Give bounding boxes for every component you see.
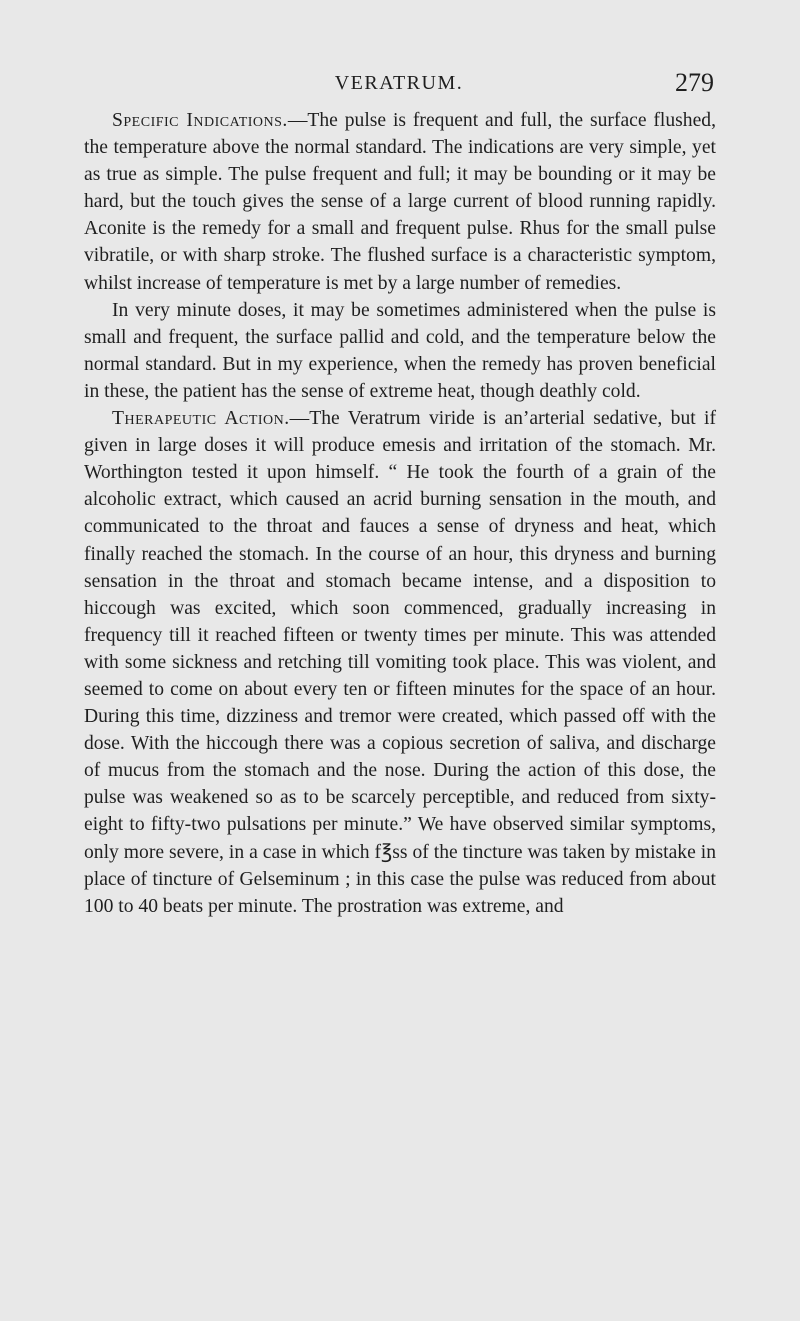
page-number: 279: [675, 68, 714, 97]
paragraph-specific-indications: [84, 107, 716, 297]
paragraph-text: —The pulse is frequent and full, the surface flushed, the temperature above the normal standard. The indications are very simple, yet as true as simple. The pulse frequent and full; it may be bounding or it may be hard, but the touch gives the sense of a large current of blood running rapidly. Aconite is the remedy for a small and frequent pulse. Rhus for the small pulse vibratile, or with sharp stroke. The flushed surface is a characteristic symptom, whilst increase of temperature is met by a large number of remedies.: [84, 110, 716, 294]
body-text: [84, 107, 716, 920]
section-heading: Specific Indications.: [112, 110, 288, 131]
paragraph-text: —The Veratrum viride is an’arterial sedative, but if given in large doses it will produce emesis and irritation of the stomach. Mr. Worthington tested it upon himself. “ He took the fourth of a grain of the alcoholic extract, which caused an acrid burning sensation in the mouth, and communicated to the throat and fauces a sense of dryness and heat, which finally reached the stomach. In the course of an hour, this dryness and burning sensation in the throat and stomach became intense, and a disposition to hiccough was excited, which soon commenced, gradually increasing in frequency till it reached fifteen or twenty times per minute. This was attended with some sickness and retching till vomiting took place. This was violent, and seemed to come on about every ten or fifteen minutes for the space of an hour. During this time, dizziness and tremor were created, which passed off with the dose. With the hiccough there was a copious secretion of saliva, and discharge of mucus from the stomach and the nose. During the action of this dose, the pulse was weakened so as to be scarcely perceptible, and reduced from sixty-eight to fifty-two pulsations per minute.” We have observed similar symptoms, only more severe, in a case in which f℥ss of the tincture was taken by mistake in place of tincture of Gelseminum ; in this case the pulse was reduced from about 100 to 40 beats per minute. The prostration was extreme, and: [84, 408, 717, 917]
running-title: VERATRUM.: [334, 72, 464, 94]
paragraph-therapeutic-action: [84, 405, 716, 920]
running-head: [84, 62, 714, 98]
paragraph-text: In very minute doses, it may be sometimes administered when the pulse is small and frequent, the surface pallid and cold, and the temperature below the normal standard. But in my experience, when the remedy has proven beneficial in these, the patient has the sense of extreme heat, though deathly cold.: [84, 299, 716, 402]
section-heading: Therapeutic Action.: [112, 408, 290, 430]
paragraph-minute-doses: [84, 297, 716, 405]
